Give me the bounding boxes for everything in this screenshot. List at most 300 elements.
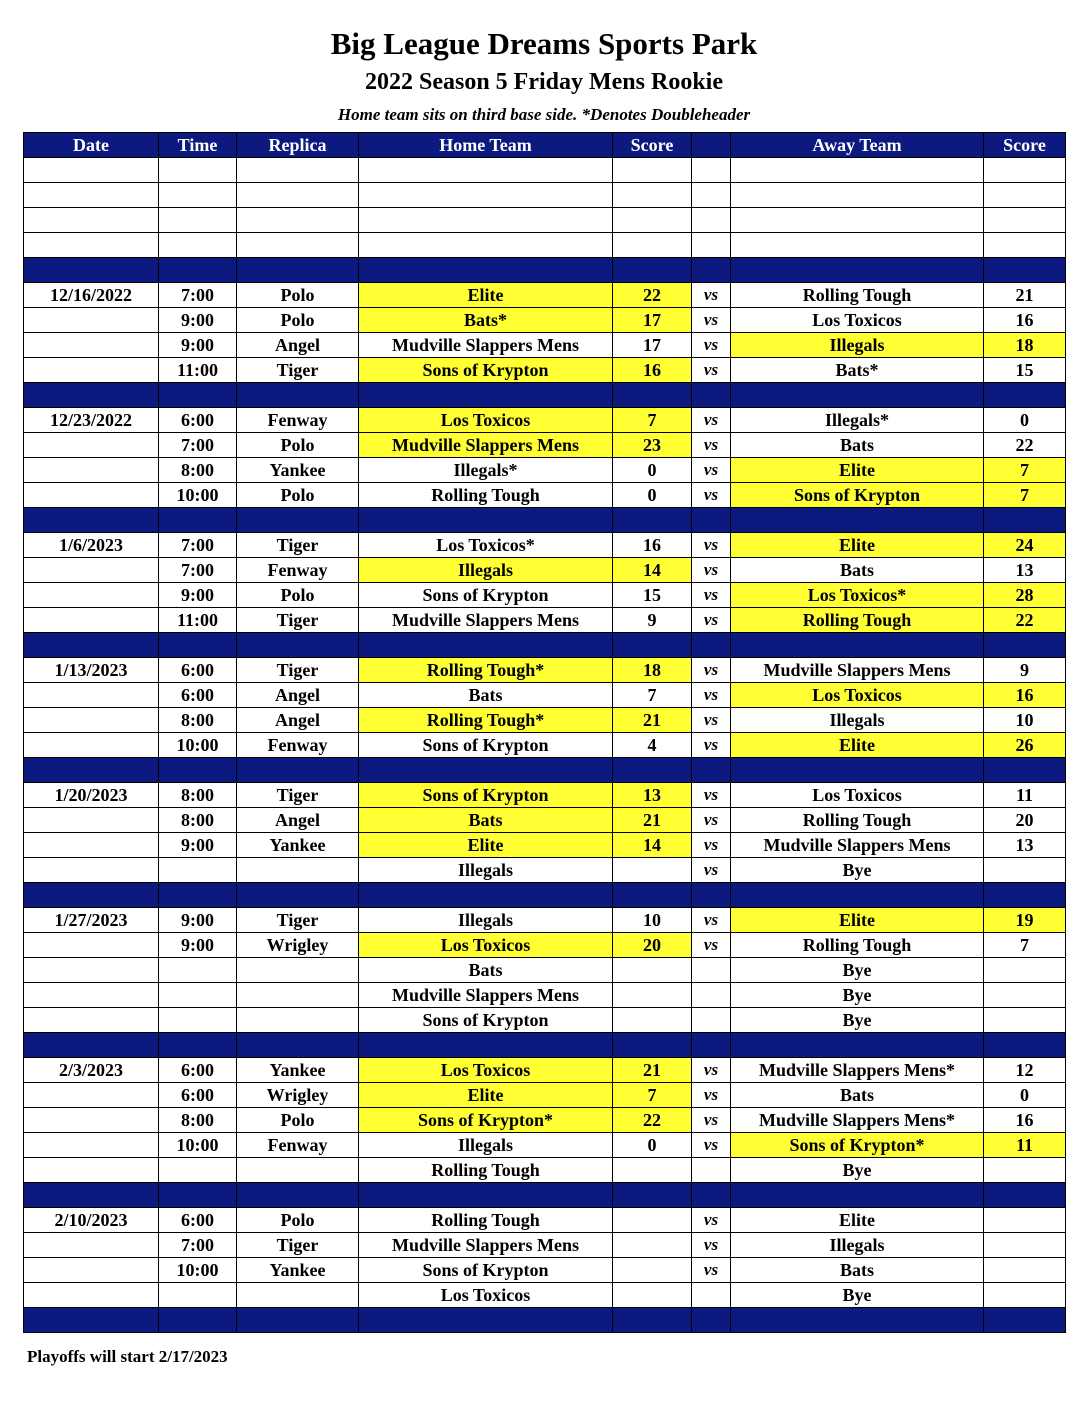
- empty-cell: [237, 883, 359, 908]
- cell-away-score: [984, 1208, 1066, 1233]
- cell-home-team: Mudville Slappers Mens: [359, 983, 613, 1008]
- cell-home-team: Sons of Krypton: [359, 583, 613, 608]
- empty-cell: [984, 233, 1066, 258]
- cell-away-team: Elite: [731, 733, 984, 758]
- cell-home-score: 7: [613, 408, 692, 433]
- column-header-replica: Replica: [237, 133, 359, 158]
- cell-away-team: Bats: [731, 433, 984, 458]
- cell-home-team: Mudville Slappers Mens: [359, 333, 613, 358]
- empty-cell: [731, 758, 984, 783]
- empty-cell: [237, 1033, 359, 1058]
- cell-date: [24, 1108, 159, 1133]
- cell-away-team: Illegals: [731, 1233, 984, 1258]
- game-row: [24, 1283, 1066, 1308]
- cell-vs: [692, 958, 731, 983]
- cell-home-score: 17: [613, 333, 692, 358]
- cell-home-score: 18: [613, 658, 692, 683]
- empty-cell: [24, 383, 159, 408]
- cell-vs: vs: [692, 333, 731, 358]
- cell-away-score: 11: [984, 783, 1066, 808]
- cell-home-team: Illegals: [359, 908, 613, 933]
- cell-away-team: Bats: [731, 558, 984, 583]
- empty-cell: [237, 633, 359, 658]
- cell-replica: Tiger: [237, 358, 359, 383]
- cell-home-team: Bats: [359, 808, 613, 833]
- cell-home-team: Illegals: [359, 558, 613, 583]
- cell-home-score: [613, 1258, 692, 1283]
- cell-replica: [237, 983, 359, 1008]
- game-row: [24, 333, 1066, 358]
- cell-vs: vs: [692, 483, 731, 508]
- game-row: [24, 658, 1066, 683]
- empty-cell: [613, 233, 692, 258]
- cell-time: 10:00: [159, 1133, 237, 1158]
- column-header-away-team: Away Team: [731, 133, 984, 158]
- cell-away-score: 16: [984, 683, 1066, 708]
- cell-time: 6:00: [159, 408, 237, 433]
- empty-cell: [984, 508, 1066, 533]
- game-row: [24, 708, 1066, 733]
- cell-time: 7:00: [159, 1233, 237, 1258]
- cell-time: [159, 1158, 237, 1183]
- cell-away-score: [984, 958, 1066, 983]
- page-title: Big League Dreams Sports Park: [330, 26, 758, 61]
- empty-cell: [24, 1033, 159, 1058]
- cell-away-score: 13: [984, 558, 1066, 583]
- cell-date: [24, 833, 159, 858]
- cell-replica: Polo: [237, 583, 359, 608]
- empty-cell: [731, 158, 984, 183]
- cell-time: 11:00: [159, 608, 237, 633]
- schedule-table: [23, 132, 1066, 1333]
- cell-vs: vs: [692, 433, 731, 458]
- cell-replica: Tiger: [237, 908, 359, 933]
- cell-home-team: Bats*: [359, 308, 613, 333]
- cell-replica: Angel: [237, 808, 359, 833]
- empty-cell: [237, 158, 359, 183]
- empty-cell: [984, 183, 1066, 208]
- game-row: [24, 308, 1066, 333]
- cell-time: 11:00: [159, 358, 237, 383]
- empty-cell: [692, 1033, 731, 1058]
- column-header-home-score: Score: [613, 133, 692, 158]
- empty-row: [24, 208, 1066, 233]
- cell-vs: vs: [692, 583, 731, 608]
- game-row: [24, 433, 1066, 458]
- cell-vs: vs: [692, 808, 731, 833]
- game-row: [24, 683, 1066, 708]
- cell-away-team: Illegals: [731, 333, 984, 358]
- cell-replica: Polo: [237, 1108, 359, 1133]
- empty-cell: [159, 258, 237, 283]
- cell-date: [24, 1158, 159, 1183]
- cell-vs: vs: [692, 308, 731, 333]
- empty-row: [24, 183, 1066, 208]
- cell-time: 9:00: [159, 908, 237, 933]
- empty-cell: [692, 383, 731, 408]
- empty-cell: [984, 258, 1066, 283]
- cell-away-team: Los Toxicos: [731, 308, 984, 333]
- cell-home-team: Mudville Slappers Mens: [359, 433, 613, 458]
- cell-home-team: Illegals: [359, 858, 613, 883]
- empty-cell: [984, 208, 1066, 233]
- cell-date: [24, 1258, 159, 1283]
- cell-time: 6:00: [159, 1083, 237, 1108]
- empty-cell: [984, 758, 1066, 783]
- empty-cell: [731, 233, 984, 258]
- cell-home-score: 17: [613, 308, 692, 333]
- empty-cell: [24, 633, 159, 658]
- empty-cell: [237, 1183, 359, 1208]
- empty-cell: [692, 633, 731, 658]
- cell-replica: Yankee: [237, 833, 359, 858]
- empty-cell: [359, 158, 613, 183]
- cell-date: 12/16/2022: [24, 283, 159, 308]
- cell-away-score: 21: [984, 283, 1066, 308]
- empty-cell: [613, 208, 692, 233]
- cell-away-team: Rolling Tough: [731, 608, 984, 633]
- cell-date: [24, 333, 159, 358]
- empty-cell: [692, 183, 731, 208]
- cell-date: [24, 958, 159, 983]
- cell-time: 9:00: [159, 308, 237, 333]
- cell-away-score: [984, 858, 1066, 883]
- cell-home-score: 21: [613, 1058, 692, 1083]
- cell-home-team: Elite: [359, 833, 613, 858]
- empty-cell: [24, 208, 159, 233]
- cell-replica: Tiger: [237, 1233, 359, 1258]
- game-row: [24, 1208, 1066, 1233]
- cell-date: [24, 1008, 159, 1033]
- empty-cell: [613, 508, 692, 533]
- game-row: [24, 1233, 1066, 1258]
- empty-row: [24, 233, 1066, 258]
- cell-vs: vs: [692, 908, 731, 933]
- cell-home-team: Bats: [359, 958, 613, 983]
- empty-cell: [24, 758, 159, 783]
- empty-cell: [613, 1183, 692, 1208]
- cell-away-team: Los Toxicos: [731, 783, 984, 808]
- empty-cell: [984, 1183, 1066, 1208]
- empty-row: [24, 158, 1066, 183]
- empty-cell: [359, 758, 613, 783]
- cell-away-score: 18: [984, 333, 1066, 358]
- cell-home-team: Rolling Tough: [359, 1208, 613, 1233]
- cell-away-score: 7: [984, 458, 1066, 483]
- empty-cell: [159, 633, 237, 658]
- cell-away-team: Elite: [731, 908, 984, 933]
- game-row: [24, 1108, 1066, 1133]
- empty-cell: [24, 508, 159, 533]
- cell-date: [24, 858, 159, 883]
- cell-away-team: Elite: [731, 533, 984, 558]
- cell-time: 9:00: [159, 583, 237, 608]
- cell-away-team: Los Toxicos: [731, 683, 984, 708]
- cell-date: [24, 483, 159, 508]
- cell-date: 2/3/2023: [24, 1058, 159, 1083]
- empty-cell: [237, 183, 359, 208]
- game-row: [24, 933, 1066, 958]
- cell-date: [24, 608, 159, 633]
- cell-away-team: Bye: [731, 1283, 984, 1308]
- cell-home-team: Los Toxicos*: [359, 533, 613, 558]
- cell-away-score: 0: [984, 408, 1066, 433]
- cell-home-score: 0: [613, 1133, 692, 1158]
- cell-vs: vs: [692, 558, 731, 583]
- cell-home-team: Illegals*: [359, 458, 613, 483]
- cell-replica: Fenway: [237, 733, 359, 758]
- cell-vs: vs: [692, 858, 731, 883]
- cell-date: 1/27/2023: [24, 908, 159, 933]
- cell-away-score: 20: [984, 808, 1066, 833]
- empty-cell: [692, 508, 731, 533]
- cell-time: [159, 1008, 237, 1033]
- empty-cell: [24, 1183, 159, 1208]
- game-row: [24, 1133, 1066, 1158]
- game-row: [24, 833, 1066, 858]
- cell-away-team: Bye: [731, 858, 984, 883]
- cell-date: [24, 558, 159, 583]
- cell-away-score: 11: [984, 1133, 1066, 1158]
- empty-cell: [359, 258, 613, 283]
- cell-home-score: 0: [613, 458, 692, 483]
- cell-vs: vs: [692, 1058, 731, 1083]
- game-row: [24, 583, 1066, 608]
- empty-cell: [613, 1308, 692, 1333]
- cell-time: 8:00: [159, 708, 237, 733]
- empty-cell: [692, 208, 731, 233]
- cell-time: 7:00: [159, 283, 237, 308]
- cell-away-score: 22: [984, 433, 1066, 458]
- cell-away-team: Sons of Krypton*: [731, 1133, 984, 1158]
- cell-replica: Polo: [237, 283, 359, 308]
- cell-away-team: Bye: [731, 1158, 984, 1183]
- cell-home-team: Los Toxicos: [359, 1058, 613, 1083]
- cell-vs: vs: [692, 833, 731, 858]
- column-header-date: Date: [24, 133, 159, 158]
- cell-home-score: [613, 1008, 692, 1033]
- separator-row: [24, 633, 1066, 658]
- cell-away-score: 13: [984, 833, 1066, 858]
- empty-cell: [24, 883, 159, 908]
- cell-replica: [237, 958, 359, 983]
- cell-home-team: Elite: [359, 283, 613, 308]
- empty-cell: [159, 1183, 237, 1208]
- cell-date: [24, 433, 159, 458]
- empty-cell: [692, 233, 731, 258]
- cell-away-team: Bats: [731, 1258, 984, 1283]
- cell-away-score: [984, 983, 1066, 1008]
- cell-date: [24, 1233, 159, 1258]
- cell-replica: Polo: [237, 308, 359, 333]
- empty-cell: [692, 1308, 731, 1333]
- cell-time: 7:00: [159, 558, 237, 583]
- cell-away-team: Rolling Tough: [731, 933, 984, 958]
- empty-cell: [237, 758, 359, 783]
- cell-replica: Yankee: [237, 458, 359, 483]
- cell-date: 1/6/2023: [24, 533, 159, 558]
- cell-date: [24, 933, 159, 958]
- empty-cell: [731, 1033, 984, 1058]
- cell-time: [159, 958, 237, 983]
- empty-cell: [24, 158, 159, 183]
- cell-away-team: Bats*: [731, 358, 984, 383]
- cell-away-score: [984, 1233, 1066, 1258]
- cell-away-score: 16: [984, 308, 1066, 333]
- cell-vs: vs: [692, 658, 731, 683]
- empty-cell: [731, 258, 984, 283]
- empty-cell: [237, 208, 359, 233]
- cell-away-score: 9: [984, 658, 1066, 683]
- empty-cell: [984, 883, 1066, 908]
- empty-cell: [159, 183, 237, 208]
- cell-home-score: 21: [613, 708, 692, 733]
- cell-date: [24, 583, 159, 608]
- cell-home-score: 7: [613, 683, 692, 708]
- separator-row: [24, 758, 1066, 783]
- empty-cell: [613, 158, 692, 183]
- cell-date: [24, 1133, 159, 1158]
- empty-cell: [159, 1033, 237, 1058]
- game-row: [24, 1258, 1066, 1283]
- cell-home-score: 10: [613, 908, 692, 933]
- cell-home-score: 22: [613, 283, 692, 308]
- cell-vs: vs: [692, 1083, 731, 1108]
- cell-home-score: 20: [613, 933, 692, 958]
- cell-home-team: Mudville Slappers Mens: [359, 1233, 613, 1258]
- cell-away-team: Illegals: [731, 708, 984, 733]
- cell-replica: [237, 1283, 359, 1308]
- empty-cell: [237, 1308, 359, 1333]
- empty-cell: [159, 508, 237, 533]
- cell-home-team: Sons of Krypton: [359, 1008, 613, 1033]
- cell-home-score: 4: [613, 733, 692, 758]
- cell-home-team: Los Toxicos: [359, 1283, 613, 1308]
- cell-away-team: Mudville Slappers Mens*: [731, 1058, 984, 1083]
- cell-home-score: [613, 983, 692, 1008]
- empty-cell: [692, 758, 731, 783]
- cell-time: [159, 1283, 237, 1308]
- schedule-body: [24, 158, 1066, 1333]
- cell-time: 9:00: [159, 333, 237, 358]
- cell-time: 6:00: [159, 658, 237, 683]
- empty-cell: [984, 158, 1066, 183]
- empty-cell: [613, 758, 692, 783]
- separator-row: [24, 383, 1066, 408]
- game-row: [24, 783, 1066, 808]
- cell-home-score: 13: [613, 783, 692, 808]
- cell-away-team: Rolling Tough: [731, 283, 984, 308]
- cell-away-score: 24: [984, 533, 1066, 558]
- empty-cell: [731, 208, 984, 233]
- empty-cell: [159, 1308, 237, 1333]
- cell-date: [24, 983, 159, 1008]
- cell-replica: [237, 1158, 359, 1183]
- cell-home-team: Illegals: [359, 1133, 613, 1158]
- cell-vs: vs: [692, 1233, 731, 1258]
- cell-replica: Fenway: [237, 558, 359, 583]
- empty-cell: [359, 208, 613, 233]
- cell-replica: Tiger: [237, 658, 359, 683]
- empty-cell: [359, 383, 613, 408]
- cell-date: [24, 708, 159, 733]
- cell-date: 2/10/2023: [24, 1208, 159, 1233]
- separator-row: [24, 1183, 1066, 1208]
- cell-time: 7:00: [159, 433, 237, 458]
- empty-cell: [692, 883, 731, 908]
- empty-cell: [359, 1183, 613, 1208]
- separator-row: [24, 1308, 1066, 1333]
- cell-replica: Wrigley: [237, 933, 359, 958]
- empty-cell: [159, 883, 237, 908]
- cell-replica: Fenway: [237, 408, 359, 433]
- cell-away-score: 0: [984, 1083, 1066, 1108]
- separator-row: [24, 1033, 1066, 1058]
- game-row: [24, 1083, 1066, 1108]
- cell-away-score: 22: [984, 608, 1066, 633]
- cell-vs: vs: [692, 683, 731, 708]
- cell-replica: Yankee: [237, 1058, 359, 1083]
- cell-vs: vs: [692, 1258, 731, 1283]
- cell-home-score: 7: [613, 1083, 692, 1108]
- cell-replica: [237, 858, 359, 883]
- cell-replica: Fenway: [237, 1133, 359, 1158]
- cell-date: [24, 1283, 159, 1308]
- empty-cell: [24, 183, 159, 208]
- cell-home-team: Los Toxicos: [359, 933, 613, 958]
- cell-home-team: Sons of Krypton: [359, 783, 613, 808]
- cell-away-score: 12: [984, 1058, 1066, 1083]
- cell-time: 10:00: [159, 733, 237, 758]
- cell-away-team: Elite: [731, 458, 984, 483]
- empty-cell: [613, 383, 692, 408]
- empty-cell: [159, 758, 237, 783]
- cell-time: 8:00: [159, 1108, 237, 1133]
- cell-time: 8:00: [159, 458, 237, 483]
- empty-cell: [237, 258, 359, 283]
- empty-cell: [731, 1308, 984, 1333]
- cell-home-team: Sons of Krypton: [359, 358, 613, 383]
- empty-cell: [159, 383, 237, 408]
- cell-home-score: 22: [613, 1108, 692, 1133]
- cell-date: [24, 1083, 159, 1108]
- cell-time: 6:00: [159, 1208, 237, 1233]
- cell-replica: Wrigley: [237, 1083, 359, 1108]
- cell-home-team: Mudville Slappers Mens: [359, 608, 613, 633]
- game-row: [24, 733, 1066, 758]
- cell-vs: vs: [692, 1208, 731, 1233]
- cell-vs: vs: [692, 933, 731, 958]
- cell-home-score: 15: [613, 583, 692, 608]
- cell-home-team: Rolling Tough*: [359, 708, 613, 733]
- column-header-vs: [692, 133, 731, 158]
- empty-cell: [984, 1308, 1066, 1333]
- empty-cell: [24, 1308, 159, 1333]
- cell-time: [159, 858, 237, 883]
- separator-row: [24, 258, 1066, 283]
- empty-cell: [731, 508, 984, 533]
- empty-cell: [359, 633, 613, 658]
- empty-cell: [613, 883, 692, 908]
- cell-home-team: Rolling Tough: [359, 1158, 613, 1183]
- game-row: [24, 958, 1066, 983]
- empty-cell: [359, 883, 613, 908]
- game-row: [24, 358, 1066, 383]
- cell-home-team: Rolling Tough*: [359, 658, 613, 683]
- cell-date: [24, 308, 159, 333]
- cell-home-score: [613, 1158, 692, 1183]
- empty-cell: [984, 383, 1066, 408]
